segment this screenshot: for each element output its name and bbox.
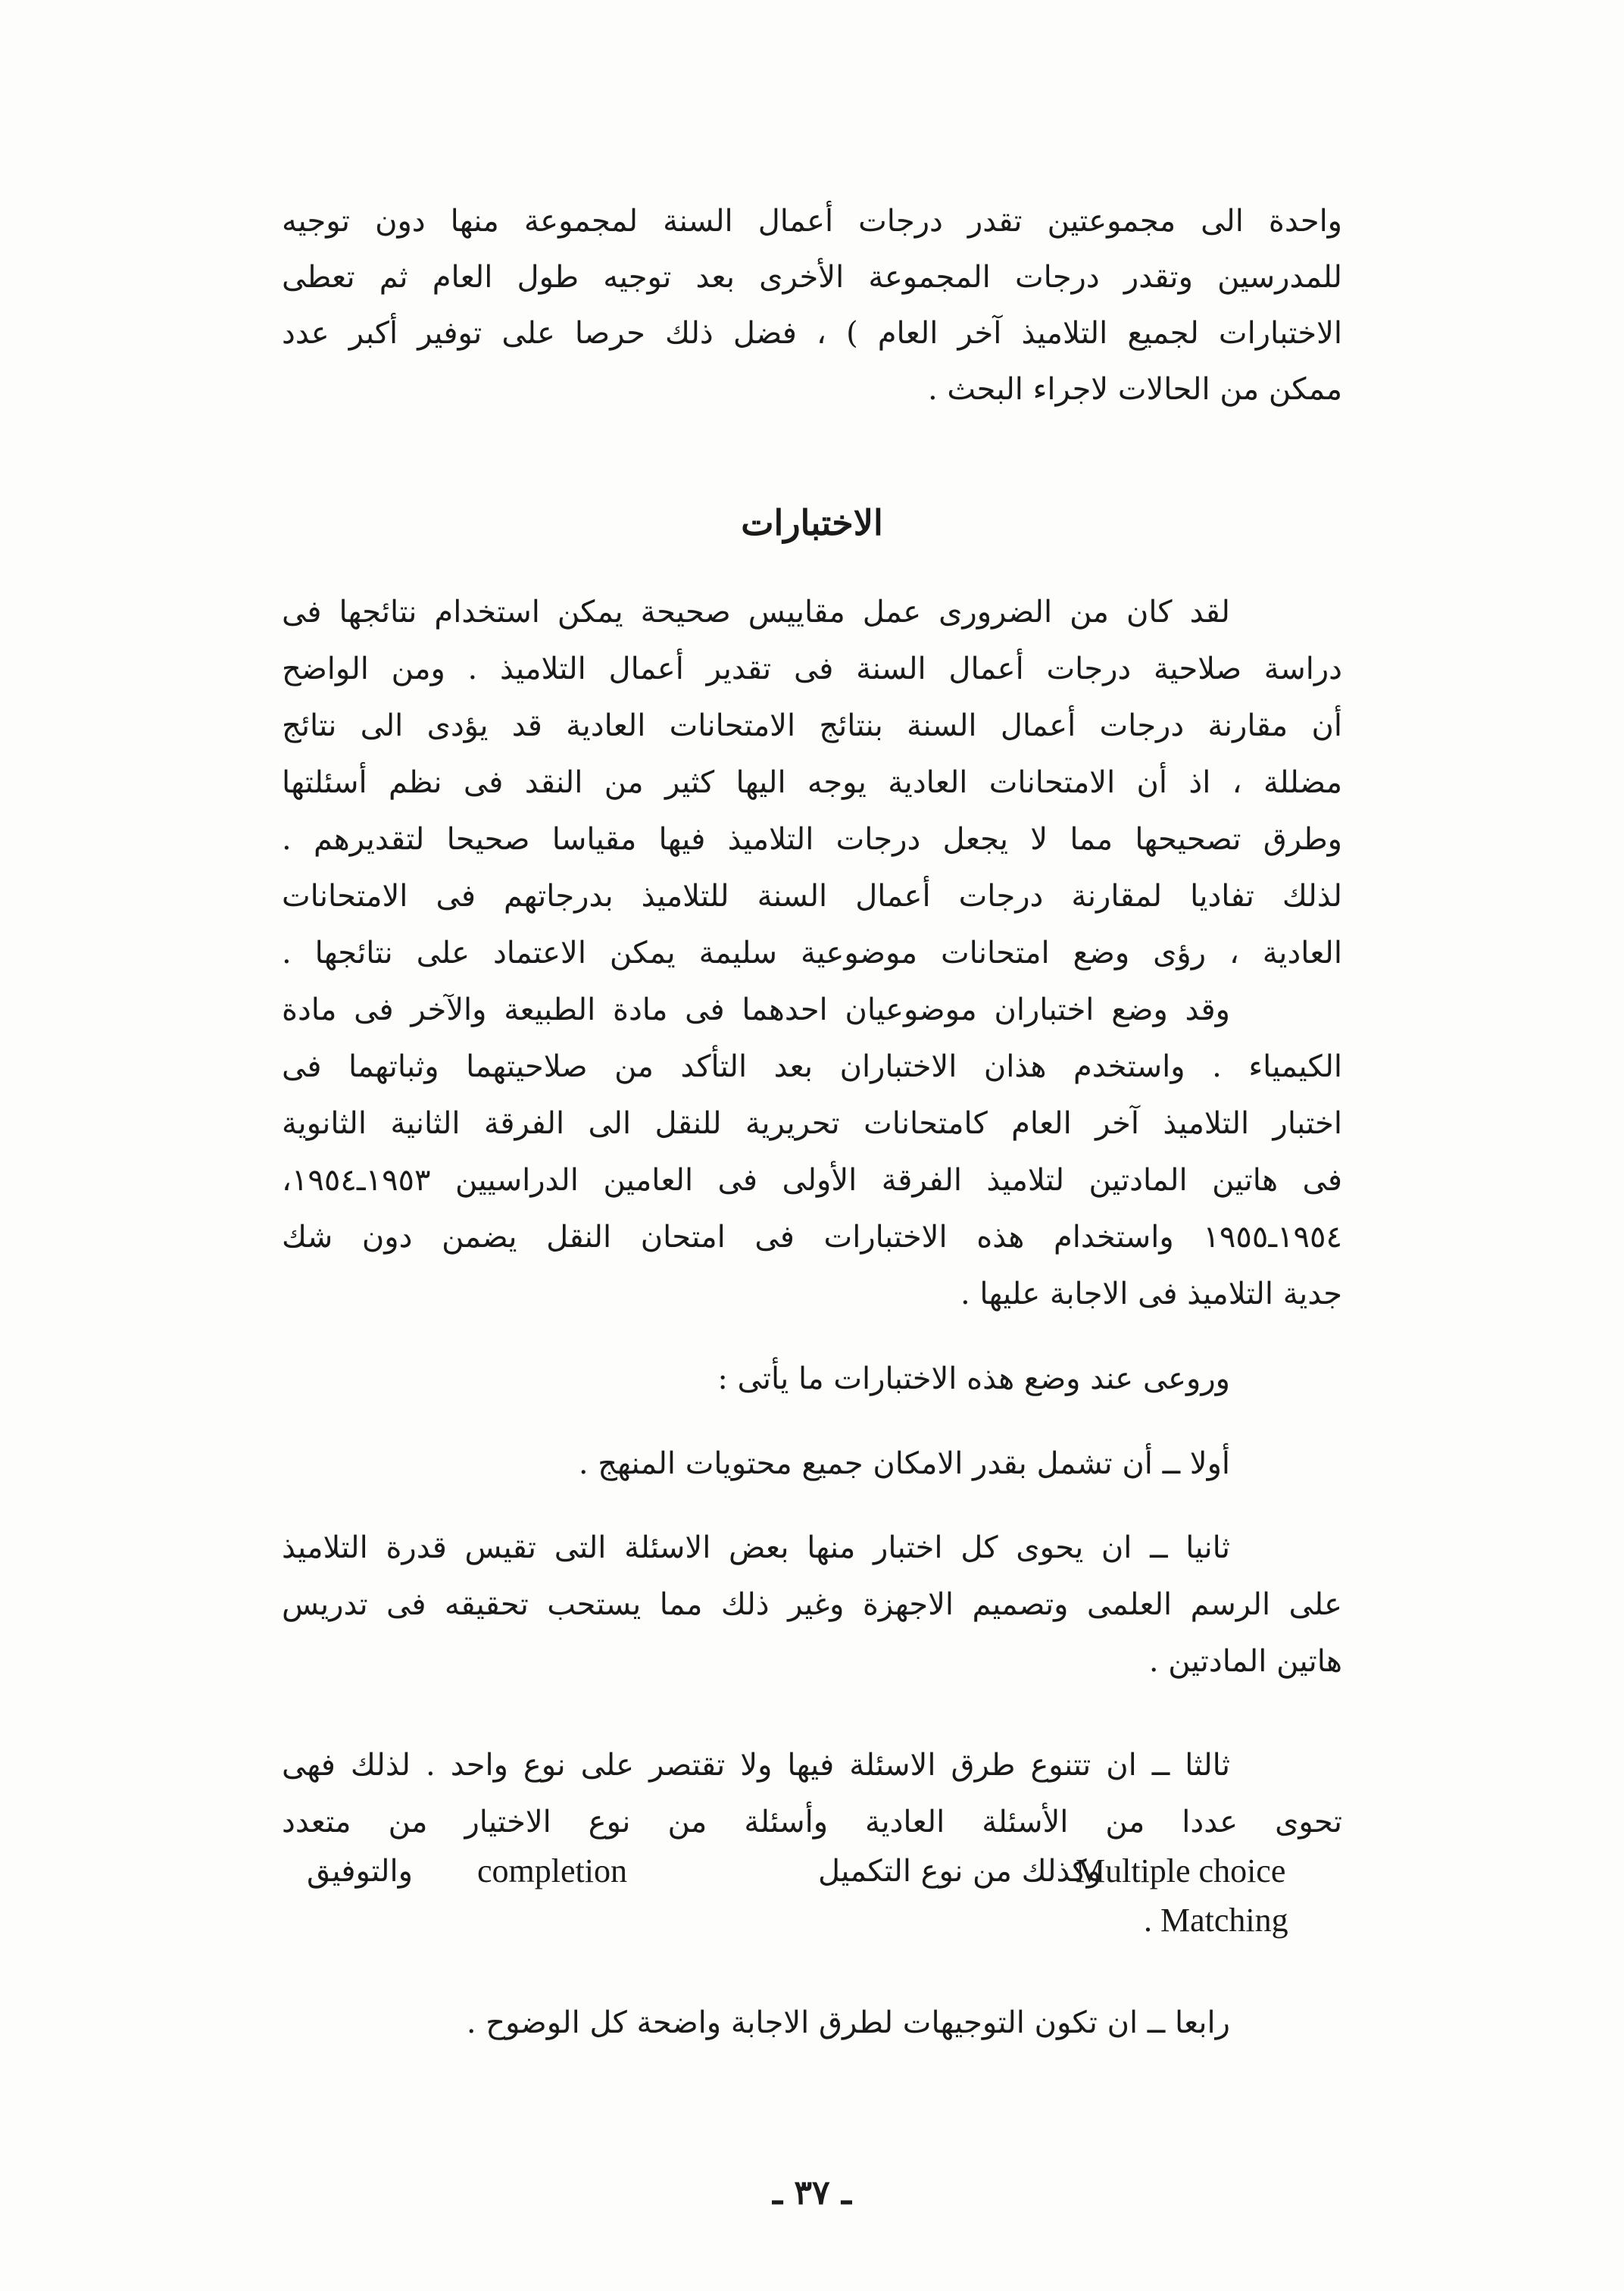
condition-2-line-2: على الرسم العلمى وتصميم الاجهزة وغير ذلك مما يستحب تحقيقه فى تدريس [282, 1587, 1342, 1622]
term-multiple-choice: Multiple choice [1076, 1852, 1286, 1889]
paragraph-intro-line-1: واحدة الى مجموعتين تقدر درجات أعمال السنة لمجموعة منها دون توجيه [282, 204, 1342, 239]
paragraph-2-line-1: وقد وضع اختباران موضوعيان احدهما فى مادة الطبيعة والآخر فى مادة [282, 992, 1230, 1027]
condition-3-line-2: تحوى عددا من الأسئلة العادية وأسئلة من نوع الاختيار من متعدد [282, 1805, 1342, 1839]
matching-arabic-label: والتوفيق [307, 1854, 413, 1889]
completion-arabic-label: وكذلك من نوع التكميل [818, 1854, 1101, 1889]
paragraph-1-line-1: لقد كان من الضرورى عمل مقاييس صحيحة يمكن استخدام نتائجها فى [282, 595, 1230, 630]
paragraph-2-line-4: فى هاتين المادتين لتلاميذ الفرقة الأولى فى العامين الدراسيين ١٩٥٣ـ١٩٥٤، [282, 1163, 1342, 1198]
condition-3-line-1: ثالثا ــ ان تتنوع طرق الاسئلة فيها ولا تقتصر على نوع واحد . لذلك فهى [282, 1748, 1230, 1783]
condition-1: أولا ــ أن تشمل بقدر الامكان جميع محتويات المنهج . [578, 1446, 1230, 1481]
paragraph-1-line-3: أن مقارنة درجات أعمال السنة بنتائج الامتحانات العادية قد يؤدى الى نتائج [282, 708, 1342, 743]
paragraph-1-line-6: لذلك تفاديا لمقارنة درجات أعمال السنة للتلاميذ بدرجاتهم فى الامتحانات [282, 879, 1342, 914]
term-completion: completion [477, 1852, 627, 1889]
paragraph-2-line-5: ١٩٥٤ـ١٩٥٥ واستخدام هذه الاختبارات فى امتحان النقل يضمن دون شك [282, 1220, 1342, 1255]
paragraph-intro-line-3: الاختبارات لجميع التلاميذ آخر العام ) ، فضل ذلك حرصا على توفير أكبر عدد [282, 316, 1342, 351]
condition-2-line-3: هاتين المادتين . [1148, 1644, 1342, 1679]
page-number: ـ ٣٧ ـ [773, 2174, 851, 2212]
condition-4: رابعا ــ ان تكون التوجيهات لطرق الاجابة واضحة كل الوضوح . [466, 2005, 1230, 2040]
paragraph-2-line-3: اختبار التلاميذ آخر العام كامتحانات تحريرية للنقل الى الفرقة الثانية الثانوية [282, 1106, 1342, 1141]
paragraph-intro-line-4: ممكن من الحالات لاجراء البحث . [927, 372, 1342, 407]
paragraph-1-line-4: مضللة ، اذ أن الامتحانات العادية يوجه اليها كثير من النقد فى نظم أسئلتها [282, 765, 1342, 800]
paragraph-1-line-5: وطرق تصحيحها مما لا يجعل درجات التلاميذ فيها مقياسا صحيحا لتقديرهم . [282, 822, 1342, 857]
paragraph-1-line-2: دراسة صلاحية درجات أعمال السنة فى تقدير أعمال التلاميذ . ومن الواضح [282, 652, 1342, 686]
term-matching: . Matching [1144, 1902, 1288, 1939]
paragraph-intro-line-2: للمدرسين وتقدر درجات المجموعة الأخرى بعد توجيه طول العام ثم تعطى [282, 260, 1342, 295]
paragraph-2-line-2: الكيمياء . واستخدم هذان الاختباران بعد التأكد من صلاحيتهما وثباتهما فى [282, 1049, 1342, 1084]
conditions-intro: وروعى عند وضع هذه الاختبارات ما يأتى : [717, 1361, 1230, 1396]
paragraph-2-line-6: جدية التلاميذ فى الاجابة عليها . [960, 1277, 1342, 1311]
paragraph-1-line-7: العادية ، رؤى وضع امتحانات موضوعية سليمة يمكن الاعتماد على نتائجها . [282, 936, 1342, 970]
section-title: الاختبارات [741, 502, 883, 543]
condition-2-line-1: ثانيا ــ ان يحوى كل اختبار منها بعض الاسئلة التى تقيس قدرة التلاميذ [282, 1530, 1230, 1565]
